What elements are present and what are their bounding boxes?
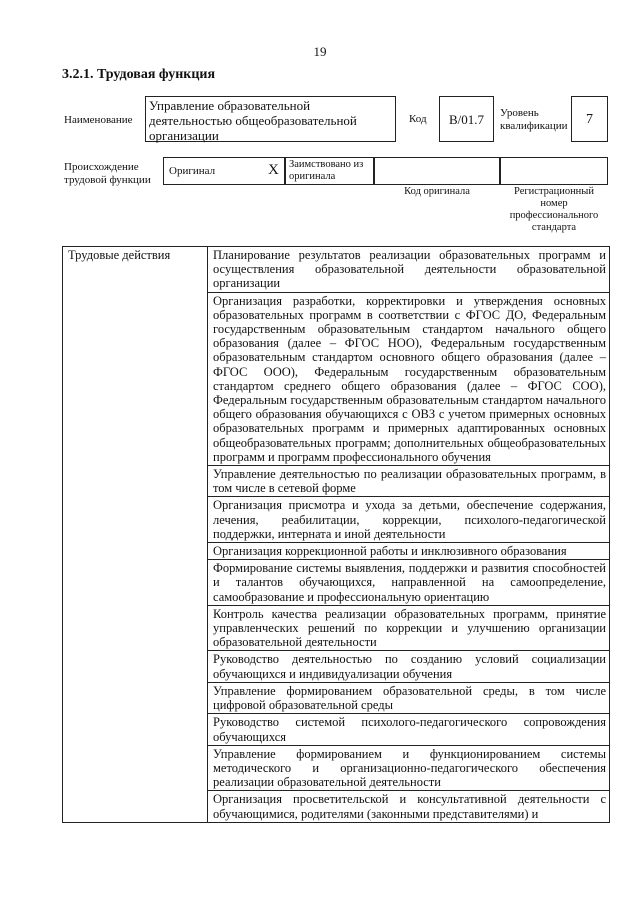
- action-item: Управление деятельностью по реализации образовательных программ, в том числе в сетевой форме: [208, 466, 610, 497]
- action-item: Организация разработки, корректировки и утверждения основных образовательных программ в соответствии с ФГОС ДО, Федеральным государственным образовательным стандартом начального общего образования (далее – ФГОС НОО), Федеральным государственным образовательным стандартом основного общего образования (далее – ФГОС ООО), Федеральным государственным образовательным стандартом среднего общего образования (далее – ФГОС СОО), Федеральным государственным образовательным стандартом начального общего образования обучающихся с ОВЗ с учетом примерных основных образовательных программ и примерных адаптированных основных общеобразовательных программ; дополнительных общеобразовательных программ и программ профессионального обучения: [208, 292, 610, 465]
- action-item: Руководство деятельностью по созданию условий социализации обучающихся и индивидуализации обучения: [208, 651, 610, 682]
- reg-number-label: Регистрационный номер профессионального стандарта: [509, 186, 599, 233]
- section-title: 3.2.1. Трудовая функция: [62, 67, 216, 82]
- borrowed-label: Заимствовано из оригинала: [285, 157, 374, 185]
- page-number: 19: [313, 44, 327, 59]
- name-label: Наименование: [64, 114, 133, 126]
- action-item: Организация коррекционной работы и инклюзивного образования: [208, 543, 610, 560]
- code-label: Код: [409, 113, 427, 125]
- action-item: Планирование результатов реализации образовательных программ и осуществления образовательной деятельности образовательной организации: [208, 247, 610, 293]
- name-value: Управление образовательной деятельностью общеобразовательной организации: [145, 96, 396, 142]
- action-item: Управление формированием образовательной среды, в том числе цифровой образовательной среды: [208, 682, 610, 713]
- original-mark: X: [268, 162, 279, 178]
- code-original-label: Код оригинала: [404, 186, 470, 197]
- action-item: Формирование системы выявления, поддержки и развития способностей и талантов обучающихся, направленной на самоопределение, самообразование и профессиональную ориентацию: [208, 560, 610, 606]
- level-value: 7: [571, 96, 608, 142]
- action-item: Управление формированием и функционированием системы методического и организационно-педагогического обеспечения реализации образовательной деятельности: [208, 745, 610, 791]
- origin-label: Происхождение трудовой функции: [64, 161, 151, 186]
- action-item: Организация просветительской и консультативной деятельности с обучающимися, родителями (законными представителями) и: [208, 791, 610, 822]
- action-item: Контроль качества реализации образовательных программ, принятие управленческих решений по коррекции и улучшению организации образовательной деятельности: [208, 605, 610, 651]
- action-item: Руководство системой психолого-педагогического сопровождения обучающихся: [208, 714, 610, 745]
- action-item: Организация присмотра и ухода за детьми, обеспечение содержания, лечения, реабилитации, коррекции, психолого-педагогической поддержки, интерната и иной деятельности: [208, 497, 610, 543]
- original-label: Оригинал: [169, 165, 216, 177]
- table-row: [63, 247, 610, 293]
- level-label: Уровень квалификации: [500, 107, 568, 132]
- labor-actions-table: [62, 246, 610, 823]
- actions-label: Трудовые действия: [63, 247, 208, 823]
- code-value: В/01.7: [439, 96, 494, 142]
